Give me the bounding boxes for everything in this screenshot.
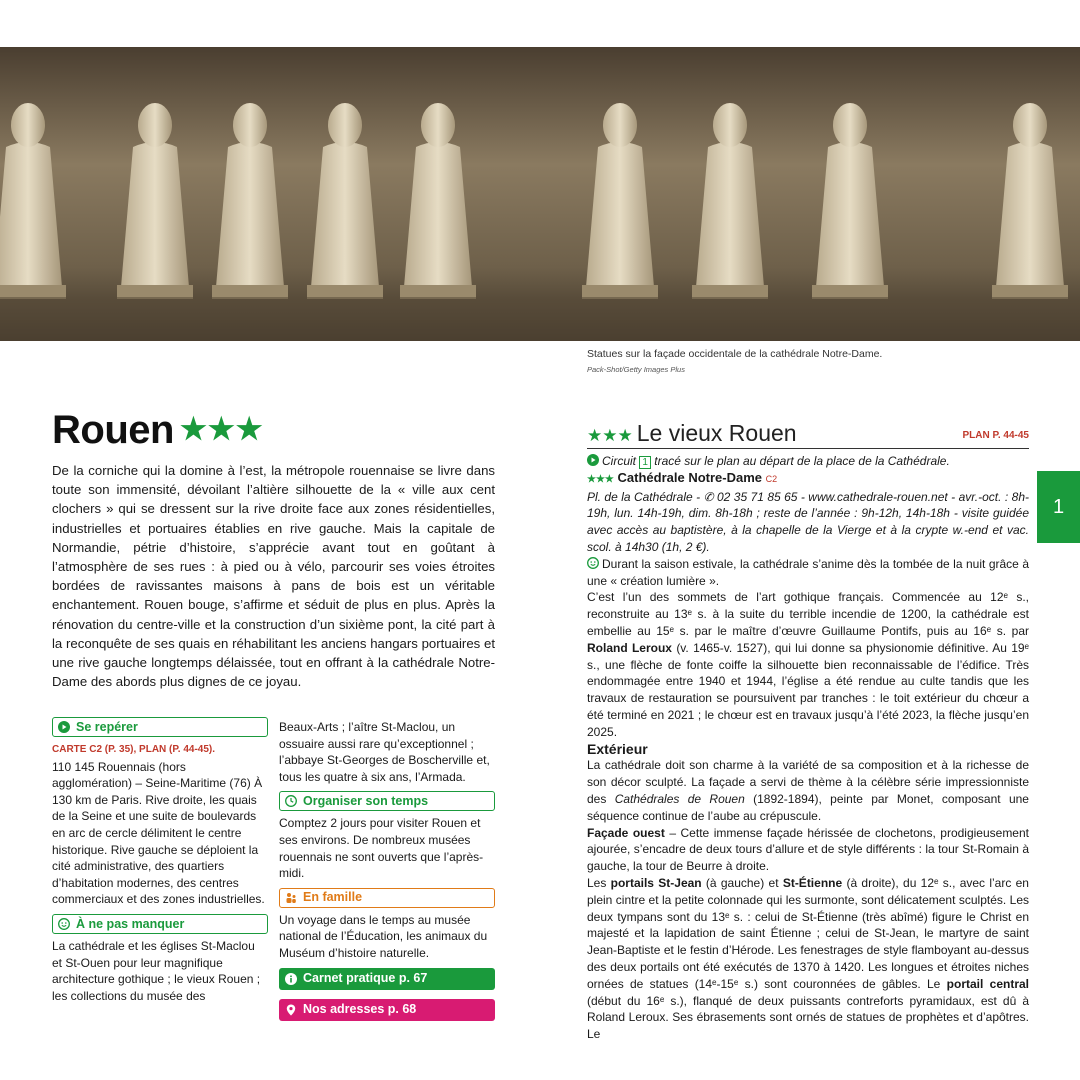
play-circle-icon — [587, 454, 599, 466]
facade-text: – Cette immense façade hérissée de clochetons, prodigieusement ajourée, s’encadre de deux tours d’allure et de style différents : la tour St-Romain à gauche, la tour de Beurre à droite. — [587, 825, 1029, 874]
organiser-heading — [279, 791, 495, 811]
title-text: Rouen — [52, 408, 174, 452]
circuit-line — [587, 453, 1029, 470]
se-reperer-heading — [52, 717, 268, 737]
cathedral-statues-photo — [0, 47, 1080, 341]
nos-adresses-label: Nos adresses p. 68 — [303, 1002, 417, 1017]
section-plan-ref: PLAN P. 44-45 — [962, 430, 1029, 441]
cathedral-stars: ★★★ — [587, 473, 614, 485]
sidebar-column-2 — [279, 719, 495, 1021]
portails-text-a: Les — [587, 875, 611, 890]
smiley-icon — [587, 557, 599, 569]
portails-text-c: (à gauche) et — [701, 875, 783, 890]
history-paragraph — [587, 589, 1029, 740]
intro-paragraph: De la corniche qui la domine à l’est, la métropole rouennaise se livre dans toute son immensité, dévoilant l’altière silhouette de la « ville aux cent clochers » qui se dressent sur la rive droite face aux zones résidentielles, industrielles et portuaires établies en rive gauche. Mais la capitale de Normandie, pétrie d’histoire, s’apprécie avant tout en goûtant à l’atmosphère de ses rues : à pied ou à vélo, parcourir ses voies étroites bordées de ravissantes maisons à pans de bois est un véritable enchantement. Rouen bouge, s’affirme et séduit de plus en plus. Après la rénovation du centre-ville et la construction d’un sixième pont, la cité part à la reconquête de ses quais en réhabilitant les anciens hangars portuaires et une rive gauche longtemps délaissée, tout en offrant à la cathédrale Notre-Dame des abords plus dignes de ce joyau. — [52, 463, 495, 690]
famille-text: Un voyage dans le temps au musée national de l’Éducation, les animaux du Muséum d’histoire naturelle. — [279, 912, 488, 960]
family-icon — [285, 892, 297, 904]
portails-bold-b: portails St-Jean — [610, 875, 702, 890]
facade-paragraph — [587, 825, 1029, 875]
exterieur-paragraph — [587, 757, 1029, 824]
portails-paragraph — [587, 875, 1029, 1043]
statue-figure — [400, 103, 476, 299]
clock-icon — [285, 795, 297, 807]
carnet-pratique-button[interactable] — [279, 968, 495, 990]
carnet-pratique-label: Carnet pratique p. 67 — [303, 971, 428, 986]
page-title — [52, 408, 264, 453]
organiser-label: Organiser son temps — [303, 794, 429, 809]
cathedral-name: Cathédrale Notre-Dame — [617, 469, 763, 485]
circuit-word: Circuit — [602, 454, 637, 468]
statue-figure — [812, 103, 888, 299]
photo-credit: Pack-Shot/Getty Images Plus — [587, 365, 685, 374]
ne-pas-manquer-heading — [52, 914, 268, 934]
ne-pas-manquer-continued: Beaux-Arts ; l’aître St-Maclou, un ossuaire aussi rare qu’exceptionnel ; l’abbaye St-Georges de Boscherville et, tous les quatre à six ans, l’Armada. — [279, 720, 490, 784]
ne-pas-manquer-label: À ne pas manquer — [76, 916, 185, 931]
statue-figure — [307, 103, 383, 299]
organiser-text: Comptez 2 jours pour visiter Rouen et ses environs. De nombreux musées rouennais ne sont ouverts que l’après-midi. — [279, 816, 484, 881]
statue-figure — [117, 103, 193, 299]
famille-label: En famille — [303, 890, 363, 905]
statue-figure — [692, 103, 768, 299]
history-name: Roland Leroux — [587, 640, 672, 655]
circuit-text: tracé sur le plan au départ de la place de la Cathédrale. — [654, 454, 950, 468]
play-circle-icon — [58, 721, 70, 733]
summer-text: Durant la saison estivale, la cathédrale s’anime dès la tombée de la nuit grâce à une « création lumière ». — [587, 556, 1029, 588]
section-stars: ★★★ — [587, 426, 633, 445]
info-icon — [285, 973, 297, 985]
ext-text-1: La cathédrale doit son charme à la variété de sa composition et à la richesse de son décor sculpté. La façade a servi de thème à la célèbre série impressionniste des — [587, 758, 1029, 806]
se-reperer-refs: CARTE C2 (P. 35), PLAN (P. 44-45). — [52, 744, 216, 755]
cathedral-ref: C2 — [765, 473, 778, 484]
ne-pas-manquer-text: La cathédrale et les églises St-Maclou et St-Ouen pour leur magnifique architecture gothique ; le vieux Rouen ; les collections du musée des — [52, 938, 261, 1003]
photo-caption: Statues sur la façade occidentale de la cathédrale Notre-Dame. — [587, 348, 883, 360]
section-title: Le vieux Rouen — [636, 420, 797, 446]
statue-figure — [582, 103, 658, 299]
map-pin-icon — [285, 1004, 297, 1016]
portails-text-e: (à droite), du 12ᵉ s., avec l’arc en plein cintre et la petite colonnade qui les surmonte, sont délicatement sculptés. Les deux tympans sont du 13ᵉ s. : celui de St-Étienne (très abîmé) figure le Christ en majesté et la lapidation de saint Étienne ; celui de St-Jean, le martyre de saint Jean-Baptiste et le festin d’Hérode. Les fenestrages de style flamboyant au-dessus des deux portails ont été exécutés de 1370 à 1420. Les longues et étroites niches ornées de statues (14ᵉ-15ᵉ s.) sont couronnées de gâbles. Le — [587, 875, 1029, 991]
exterieur-heading: Extérieur — [587, 740, 648, 757]
portails-text-g: (début du 16ᵉ s.), flanqué de deux puissants contreforts pyramidaux, est dû à Roland Leroux. Ses ébrasements sont ornés de statues de prophètes et d’apôtres. Le — [587, 993, 1029, 1042]
smiley-icon — [58, 918, 70, 930]
circuit-number: 1 — [639, 456, 651, 469]
portails-bold-f: portail central — [946, 976, 1029, 991]
nos-adresses-button[interactable] — [279, 999, 495, 1021]
se-reperer-label: Se repérer — [76, 719, 138, 734]
sidebar-column-1 — [52, 717, 268, 1004]
cathedral-info: Pl. de la Cathédrale - ✆ 02 35 71 85 65 - www.cathedrale-rouen.net - avr.-oct. : 8h-19h, lun. 14h-19h, dim. 8h-18h ; reste de l’année : 9h-12h, 14h-18h - visite guidée avec accès au baptistère, à la chapelle de la Vierge et à la crypte w.-end et vac. scol. à 14h30 (1h, 2 €). — [587, 489, 1029, 554]
cathedral-article — [587, 453, 1029, 1043]
history-text-2: (v. 1465-v. 1527), qui lui donne sa physionomie définitive. Au 19ᵉ s., une flèche de fonte coiffe la silhouette bien reconnaissable de l’édifice. Très endommagée entre 1940 et 1944, l’église a été rendue au culte tandis que les travaux de restauration se poursuivent par tranches : le toit extérieur du chœur a été terminé en 2021 ; le chœur est en travaux jusqu’à l’été 2023, la flèche jusqu’en 2025. — [587, 640, 1029, 739]
history-text-1: C’est l’un des sommets de l’art gothique français. Commencée au 12ᵉ s., reconstruite au 13ᵉ s. à la suite du terrible incendie de 1200, la cathédrale est embellie au 15ᵉ s. par le maître d’œuvre Guillaume Pontifs, puis au 16ᵉ s. par — [587, 590, 1029, 638]
section-heading — [587, 420, 1029, 449]
summer-note — [587, 556, 1029, 590]
famille-heading — [279, 888, 495, 908]
title-stars: ★★★ — [179, 413, 264, 446]
facade-label: Façade ouest — [587, 825, 665, 840]
se-reperer-text: 110 145 Rouennais (hors agglomération) – Seine-Maritime (76) À 130 km de Paris. Rive droite, les quais de la Seine et une suite de boulevards en arc de cercle délimitent le centre historique. Rive gauche se déploient la cité administrative, des quartiers d’habitation modernes, des centres commerciaux et des zones industrielles. — [52, 759, 265, 907]
portails-bold-d: St-Étienne — [782, 875, 843, 890]
statue-figure — [212, 103, 288, 299]
statue-figure — [0, 103, 66, 299]
ext-title: Cathédrales de Rouen — [614, 791, 745, 806]
statue-figure — [992, 103, 1068, 299]
ext-text-2: (1892-1894), peinte par Monet, composant une séquence continue de l’aube au crépuscule. — [587, 791, 1029, 823]
cathedral-heading — [587, 470, 1029, 489]
chapter-tab: 1 — [1037, 471, 1080, 543]
